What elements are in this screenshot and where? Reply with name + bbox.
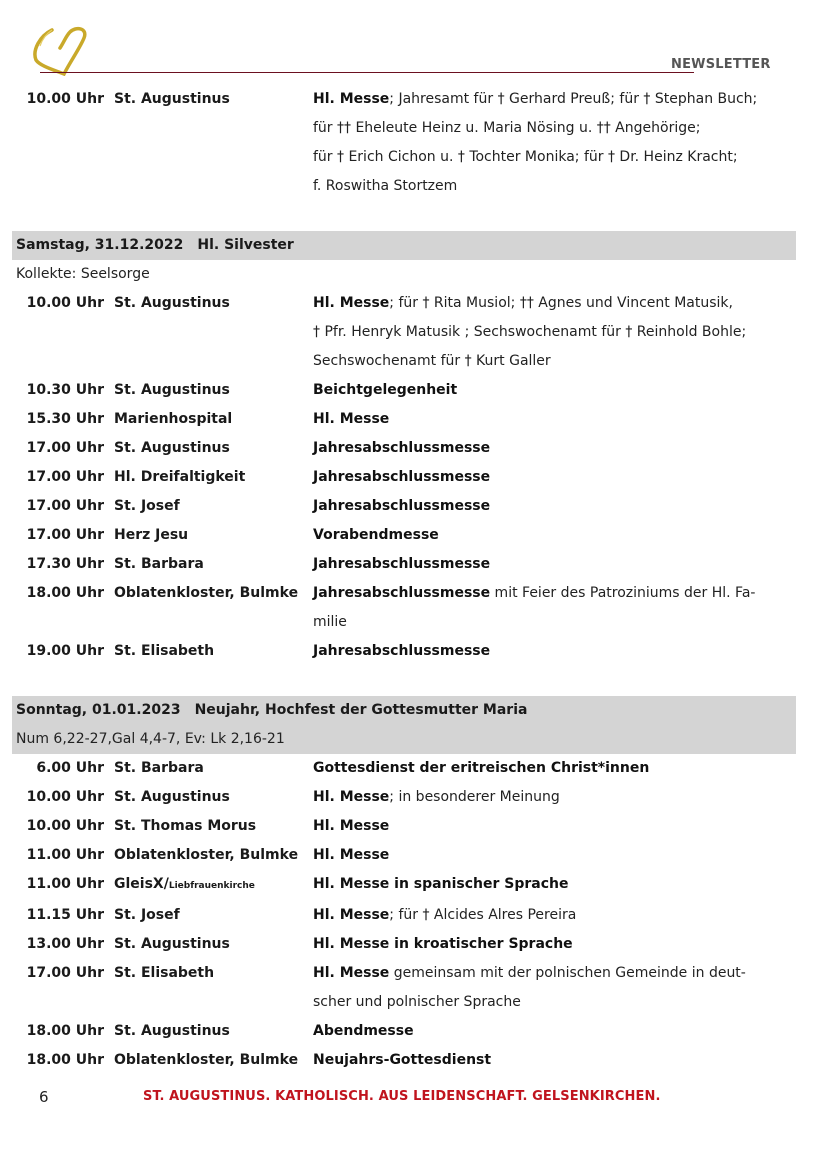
event-place: St. Elisabeth bbox=[114, 965, 215, 981]
event-row bbox=[12, 492, 796, 521]
header-rule bbox=[40, 72, 694, 73]
event-place: St. Elisabeth bbox=[114, 643, 215, 659]
event-place: St. Barbara bbox=[114, 556, 204, 572]
event-row bbox=[12, 579, 796, 608]
readings: Num 6,22-27,Gal 4,4-7, Ev: Lk 2,16-21 bbox=[12, 725, 796, 754]
event-time: 10.00 Uhr bbox=[26, 789, 104, 805]
event-title: Hl. Messe bbox=[313, 965, 390, 981]
event-place: Marienhospital bbox=[114, 411, 233, 427]
event-intention: f. Roswitha Stortzem bbox=[313, 178, 458, 194]
day-feast: Hl. Silvester bbox=[197, 237, 294, 253]
day-date: Samstag, 31.12.2022 bbox=[16, 237, 184, 253]
event-row bbox=[12, 959, 796, 988]
event-row bbox=[12, 405, 796, 434]
event-title: Jahresabschlussmesse bbox=[313, 556, 491, 572]
event-place: St. Augustinus bbox=[114, 382, 230, 398]
heart-logo-icon bbox=[30, 26, 92, 76]
event-place: St. Barbara bbox=[114, 760, 204, 776]
event-time: 17.00 Uhr bbox=[26, 498, 104, 514]
event-time: 17.00 Uhr bbox=[26, 440, 104, 456]
event-time: 17.00 Uhr bbox=[26, 527, 104, 543]
event-title: Hl. Messe bbox=[313, 789, 390, 805]
event-place bbox=[104, 870, 309, 901]
event-title: Gottesdienst der eritreischen Christ*innen bbox=[313, 760, 650, 776]
event-intention: † Pfr. Henryk Matusik ; Sechswochenamt für † Reinhold Bohle; bbox=[313, 324, 747, 340]
event-title: Hl. Messe in spanischer Sprache bbox=[313, 876, 569, 892]
event-row bbox=[12, 463, 796, 492]
event-desc bbox=[309, 85, 796, 114]
event-note: ; in besonderer Meinung bbox=[389, 789, 560, 805]
event-title: Hl. Messe in kroatischer Sprache bbox=[313, 936, 573, 952]
event-row bbox=[12, 783, 796, 812]
event-place: St. Augustinus bbox=[114, 936, 230, 952]
event-time: 18.00 Uhr bbox=[26, 1023, 104, 1039]
event-row bbox=[12, 289, 796, 318]
day-header bbox=[12, 231, 796, 260]
event-time: 19.00 Uhr bbox=[26, 643, 104, 659]
event-place: Oblatenkloster, Bulmke bbox=[114, 847, 299, 863]
event-time: 17.00 Uhr bbox=[26, 965, 104, 981]
event-row bbox=[12, 754, 796, 783]
event-row bbox=[12, 812, 796, 841]
event-title: Jahresabschlussmesse bbox=[313, 643, 491, 659]
event-title: Jahresabschlussmesse bbox=[313, 440, 491, 456]
event-row bbox=[12, 1046, 796, 1075]
event-time: 18.00 Uhr bbox=[26, 585, 104, 601]
event-time: 17.30 Uhr bbox=[26, 556, 104, 572]
event-row bbox=[12, 841, 796, 870]
event-time: 11.00 Uhr bbox=[26, 847, 104, 863]
event-title: Hl. Messe bbox=[313, 818, 390, 834]
event-row bbox=[12, 521, 796, 550]
collection-note: Kollekte: Seelsorge bbox=[16, 266, 150, 282]
event-title: Beichtgelegenheit bbox=[313, 382, 458, 398]
event-time: 11.00 Uhr bbox=[26, 876, 104, 892]
event-row bbox=[12, 550, 796, 579]
footer-motto: ST. AUGUSTINUS. KATHOLISCH. AUS LEIDENSCHAFT. GELSENKIRCHEN. bbox=[143, 1089, 661, 1104]
event-time: 10.00 Uhr bbox=[26, 818, 104, 834]
event-place: Hl. Dreifaltigkeit bbox=[114, 469, 246, 485]
event-note: ; für † Alcides Alres Pereira bbox=[389, 907, 577, 923]
event-title: Vorabendmesse bbox=[313, 527, 439, 543]
event-time: 13.00 Uhr bbox=[26, 936, 104, 952]
event-place: St. Josef bbox=[114, 498, 180, 514]
event-place: Oblatenkloster, Bulmke bbox=[114, 585, 299, 601]
event-note: milie bbox=[313, 614, 347, 630]
event-intention: für † Erich Cichon u. † Tochter Monika; für † Dr. Heinz Kracht; bbox=[313, 149, 738, 165]
schedule bbox=[12, 85, 796, 1075]
event-title: Hl. Messe bbox=[313, 411, 390, 427]
event-row bbox=[12, 376, 796, 405]
event-time: 18.00 Uhr bbox=[26, 1052, 104, 1068]
event-intention: ; für † Rita Musiol; †† Agnes und Vincent Matusik, bbox=[389, 295, 733, 311]
newsletter-title: NEWSLETTER bbox=[671, 57, 771, 72]
event-title: Abendmesse bbox=[313, 1023, 414, 1039]
event-title: Hl. Messe bbox=[313, 91, 390, 107]
event-title: Jahresabschlussmesse bbox=[313, 469, 491, 485]
event-row bbox=[12, 901, 796, 930]
place-main: GleisX/ bbox=[114, 876, 169, 892]
event-note: gemeinsam mit der polnischen Gemeinde in deut- bbox=[389, 965, 746, 981]
event-place: St. Augustinus bbox=[114, 440, 230, 456]
event-row bbox=[12, 930, 796, 959]
event-row bbox=[12, 1017, 796, 1046]
event-place: Oblatenkloster, Bulmke bbox=[114, 1052, 299, 1068]
event-time: 6.00 Uhr bbox=[36, 760, 104, 776]
event-row bbox=[12, 637, 796, 666]
event-place: St. Thomas Morus bbox=[114, 818, 257, 834]
event-title: Jahresabschlussmesse bbox=[313, 498, 491, 514]
event-place: St. Augustinus bbox=[114, 789, 230, 805]
event-desc bbox=[309, 289, 796, 318]
day-feast: Neujahr, Hochfest der Gottesmutter Maria bbox=[194, 702, 528, 718]
event-row bbox=[12, 434, 796, 463]
event-title: Hl. Messe bbox=[313, 907, 390, 923]
event-time: 10.30 Uhr bbox=[26, 382, 104, 398]
event-title: Hl. Messe bbox=[313, 295, 390, 311]
place-sub: Liebfrauenkirche bbox=[168, 881, 255, 891]
event-place: Herz Jesu bbox=[114, 527, 189, 543]
event-place: St. Augustinus bbox=[114, 295, 230, 311]
event-intention: für †† Eheleute Heinz u. Maria Nösing u. †† Angehörige; bbox=[313, 120, 701, 136]
event-place: St. Augustinus bbox=[114, 1023, 230, 1039]
event-row bbox=[12, 870, 796, 901]
day-date: Sonntag, 01.01.2023 bbox=[16, 702, 181, 718]
event-title: Hl. Messe bbox=[313, 847, 390, 863]
event-time: 11.15 Uhr bbox=[26, 907, 104, 923]
event-place: St. Josef bbox=[114, 907, 180, 923]
page-number: 6 bbox=[39, 1088, 49, 1106]
continuation-entry bbox=[12, 85, 796, 201]
event-note: scher und polnischer Sprache bbox=[313, 994, 521, 1010]
event-title: Neujahrs-Gottesdienst bbox=[313, 1052, 492, 1068]
event-time: 17.00 Uhr bbox=[26, 469, 104, 485]
event-note: mit Feier des Patroziniums der Hl. Fa- bbox=[490, 585, 756, 601]
event-time: 10.00 Uhr bbox=[26, 295, 104, 311]
event-intention: ; Jahresamt für † Gerhard Preuß; für † Stephan Buch; bbox=[389, 91, 758, 107]
day-header bbox=[12, 696, 796, 725]
event-title: Jahresabschlussmesse bbox=[313, 585, 491, 601]
event-place: St. Augustinus bbox=[114, 91, 230, 107]
event-intention: Sechswochenamt für † Kurt Galler bbox=[313, 353, 551, 369]
event-time: 10.00 Uhr bbox=[26, 91, 104, 107]
event-time: 15.30 Uhr bbox=[26, 411, 104, 427]
